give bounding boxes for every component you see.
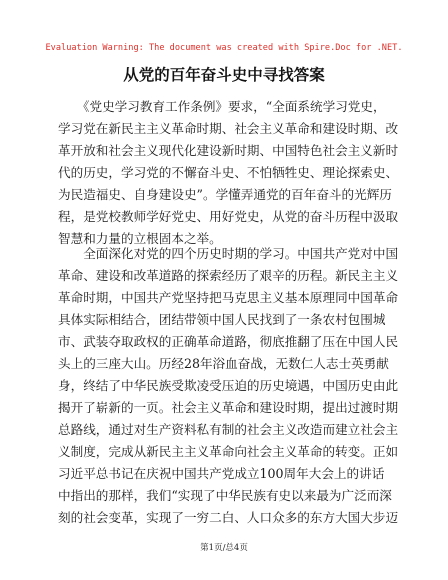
paragraph-line: 总路线，通过对生产资料私有制的社会主义改造而建立社会主: [58, 422, 399, 437]
paragraph-line: 学习党在新民主主义革命时期、社会主义革命和建设时期、改: [58, 121, 399, 136]
paragraph-line: 革命、建设和改革道路的探索经历了艰辛的历程。新民主主义: [58, 268, 399, 283]
paragraph-line: 刻的社会变革，实现了一穷二白、人口众多的东方大国大步迈: [58, 510, 399, 525]
paragraph-line: 智慧和力量的立根固本之举。: [58, 231, 222, 246]
paragraph-line: 义制度，完成从新民主主义革命向社会主义革命的转变。正如: [58, 444, 399, 459]
paragraph-line: 为民造福史、自身建设史”。学懂弄通党的百年奋斗的光辉历: [58, 187, 392, 202]
paragraph-line: 全面深化对党的四个历史时期的学习。中国共产党对中国: [58, 246, 399, 261]
paragraph-1: [58, 96, 399, 250]
paragraph-line: 身，终结了中华民族受欺凌受压迫的历史境遇，中国历史由此: [58, 378, 399, 393]
paragraph-line: 革命时期，中国共产党坚持把马克思主义基本原理同中国革命: [58, 290, 399, 305]
paragraph-line: 革开放和社会主义现代化建设新时期、中国特色社会主义新时: [58, 143, 399, 158]
paragraph-line: 中指出的那样，我们“实现了中华民族有史以来最为广泛而深: [58, 488, 392, 503]
paragraph-2: [58, 243, 399, 529]
paragraph-line: 《党史学习教育工作条例》要求，“全面系统学习党史，: [58, 99, 386, 114]
paragraph-line: 市、武装夺取政权的正确革命道路，彻底推翻了压在中国人民: [58, 334, 399, 349]
evaluation-warning: Evaluation Warning: The document was created with Spire.Doc for .NET.: [45, 43, 403, 53]
paragraph-line: 习近平总书记在庆祝中国共产党成立100周年大会上的讲话: [58, 466, 385, 481]
paragraph-line: 头上的三座大山。历经28年浴血奋战，无数仁人志士英勇献: [58, 356, 389, 371]
document-title: 从党的百年奋斗史中寻找答案: [123, 66, 325, 84]
paragraph-line: 代的历史，学习党的不懈奋斗史、不怕牺牲史、理论探索史、: [58, 165, 399, 180]
page-number-footer: 第1页/总4页: [200, 543, 248, 553]
paragraph-line: 揭开了崭新的一页。社会主义革命和建设时期，提出过渡时期: [58, 400, 399, 415]
paragraph-line: 具体实际相结合，团结带领中国人民找到了一条农村包围城: [58, 312, 386, 327]
paragraph-line: 程，是党校教师学好党史、用好党史，从党的奋斗历程中汲取: [58, 209, 399, 224]
